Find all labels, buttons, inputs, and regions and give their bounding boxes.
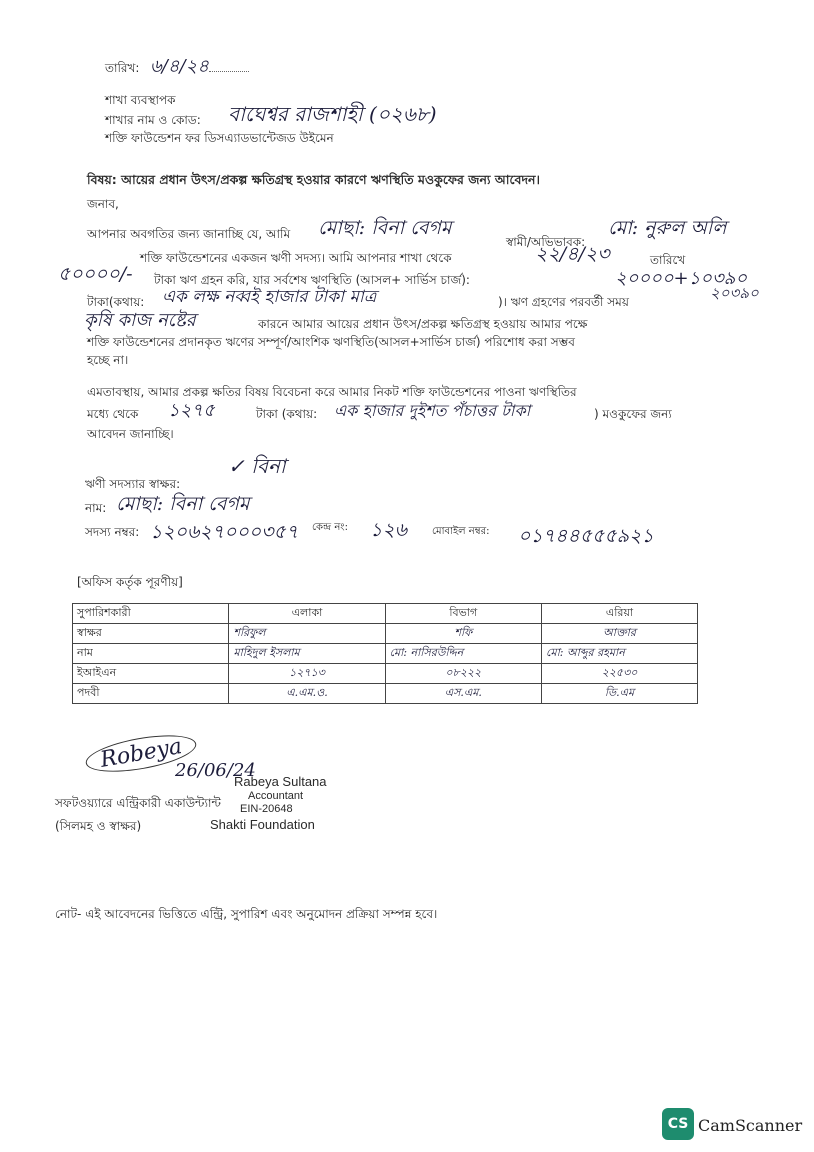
subject: বিষয়: আয়ের প্রধান উৎস/প্রকল্প ক্ষতিগ্রস্থ হওয়ার কারণে ঋণস্থিতি মওকুফের জন্য আবেদন। (87, 172, 540, 187)
table-row (73, 684, 698, 704)
table-row (73, 624, 698, 644)
office-heading: [অফিস কর্তৃক পূরণীয়] (77, 575, 183, 589)
row-label: ইআইএন (73, 664, 229, 684)
accountant-label: সফটওয়্যারে এন্ট্রিকারী একাউন্ট্যান্ট (55, 796, 221, 810)
date-label: তারিখ: (105, 61, 140, 75)
table-cell: মো: আব্দুর রহমান (542, 644, 698, 664)
row-label: স্বাক্ষর (73, 624, 229, 644)
mobile-value: ০১৭৪৪৫৫৫৯২১ (518, 525, 654, 547)
table-cell: ২২৫৩০ (542, 664, 698, 684)
applicant-name: মোছা: বিনা বেগম (318, 217, 452, 239)
branch-manager: শাখা ব্যবস্থাপক (105, 93, 176, 107)
para2-line1: এমতাবস্থায়, আমার প্রকল্প ক্ষতির বিষয় বিবেচনা করে আমার নিকট শক্তি ফাউন্ডেশনের পাওনা ঋণস্থিতির (87, 385, 577, 399)
camscanner-brand: CamScanner (698, 1116, 803, 1135)
member-signature: ✓ বিনা (228, 454, 286, 478)
camscanner-logo-icon: CS (662, 1108, 694, 1140)
loan-balance: ২০০০০+১০৩৯০ (615, 268, 748, 289)
date-value: ৬/৪/২৪ (150, 52, 249, 83)
header-cell: বিভাগ (385, 604, 541, 624)
damage-reason: কৃষি কাজ নষ্টের (84, 310, 196, 331)
row-label: নাম (73, 644, 229, 664)
para1-line3: টাকা ঋণ গ্রহন করি, যার সর্বশেষ ঋণস্থিতি (আসল+ সার্ভিস চার্জ): (154, 273, 470, 287)
para1-line4a: টাকা(কথায়: (87, 295, 145, 309)
office-table-header (73, 604, 698, 624)
waiver-in-words: এক হাজার দুইশত পঁচাত্তর টাকা (334, 401, 531, 420)
accountant-signature: Robeya (83, 728, 199, 778)
para1-line2b: তারিখে (650, 253, 686, 267)
mobile-label: মোবাইল নম্বর: (432, 526, 490, 537)
table-cell: আক্তার (542, 624, 698, 644)
para1-line6: শক্তি ফাউন্ডেশনের প্রদানকৃত ঋণের সম্পূর্ণ/আংশিক ঋণস্থিতি(আসল+সার্ভিস চার্জ) পরিশোধ করা সম্ভব (87, 335, 575, 349)
header-cell: এরিয়া (542, 604, 698, 624)
member-sign-label: ঋণী সদস্যার স্বাক্ষর: (85, 477, 181, 491)
para1-line1b: স্বামী/অভিভাবক: (506, 235, 586, 249)
para2-line2b: টাকা (কথায়: (256, 407, 318, 421)
table-cell: ০৮২২২ (385, 664, 541, 684)
para2-line2c: ) মওকুফের জন্য (594, 407, 672, 421)
branch-name-label: শাখার নাম ও কোড: (105, 113, 201, 127)
member-name-value: মোছা: বিনা বেগম (116, 493, 250, 515)
table-cell: এ.এম.ও. (229, 684, 385, 704)
accountant-company: Shakti Foundation (210, 817, 315, 832)
balance-in-words: এক লক্ষ নব্বই হাজার টাকা মাত্র (162, 287, 377, 307)
table-row (73, 644, 698, 664)
para1-line7: হচ্ছে না। (87, 353, 129, 367)
member-no-value: ১২০৬২৭০০০৩৫৭ (150, 521, 299, 543)
branch-name-value: বাঘেশ্বর রাজশাহী (০২৬৮) (228, 102, 437, 126)
org-name: শক্তি ফাউন্ডেশন ফর ডিসএ্যাডভান্টেজড উইমেন (105, 131, 334, 145)
para1-line2: শক্তি ফাউন্ডেশনের একজন ঋণী সদস্য। আমি আপনার শাখা থেকে (140, 251, 452, 265)
accountant-name: Rabeya Sultana (234, 774, 327, 789)
table-row (73, 664, 698, 684)
loan-amount: ৫০০০০/- (58, 263, 133, 285)
office-table (72, 603, 698, 704)
table-cell: মো: নাসিরউদ্দিন (385, 644, 541, 664)
para1-line1a: আপনার অবগতির জন্য জানাচ্ছি যে, আমি (87, 227, 291, 241)
para1-line5: কারনে আমার আয়ের প্রধান উৎস/প্রকল্প ক্ষতিগ্রস্থ হওয়ায় আমার পক্ষে (258, 317, 588, 331)
header-cell: সুপারিশকারী (73, 604, 229, 624)
waiver-amount: ১২৭৫ (168, 400, 215, 421)
footer-note: নোট- এই আবেদনের ভিত্তিতে এন্ট্রি, সুপারিশ এবং অনুমোদন প্রক্রিয়া সম্পন্ন হবে। (55, 907, 438, 921)
table-cell: মাহিদুল ইসলাম (229, 644, 385, 664)
table-cell: শফি (385, 624, 541, 644)
row-label: পদবী (73, 684, 229, 704)
table-cell: এস.এম. (385, 684, 541, 704)
para2-line2a: মধ্যে থেকে (87, 407, 139, 421)
para2-line3: আবেদন জানাচ্ছি। (87, 427, 174, 441)
table-cell: ১২৭১৩ (229, 664, 385, 684)
loan-date: ২২/৪/২৩ (535, 243, 610, 265)
balance-extra: ২০৩৯০ (710, 284, 759, 302)
accountant-ein: EIN-20648 (240, 803, 293, 815)
center-value: ১২৬ (370, 519, 408, 541)
center-label: কেন্দ্র নং: (312, 522, 348, 533)
guardian-name: মো: নুরুল অলি (608, 217, 727, 239)
member-name-label: নাম: (85, 501, 107, 515)
salutation: জনাব, (87, 197, 119, 211)
table-cell: শরিফুল (229, 624, 385, 644)
table-cell: ডি.এম (542, 684, 698, 704)
accountant-title: Accountant (248, 790, 304, 802)
accountant-sign-date: 26/06/24 (175, 760, 256, 781)
seal-sign-label: (সিলমহ ও স্বাক্ষর) (55, 819, 142, 833)
member-no-label: সদস্য নম্বর: (85, 525, 140, 539)
para1-line4b: )। ঋণ গ্রহণের পরবর্তী সময় (498, 295, 629, 309)
header-cell: এলাকা (229, 604, 385, 624)
